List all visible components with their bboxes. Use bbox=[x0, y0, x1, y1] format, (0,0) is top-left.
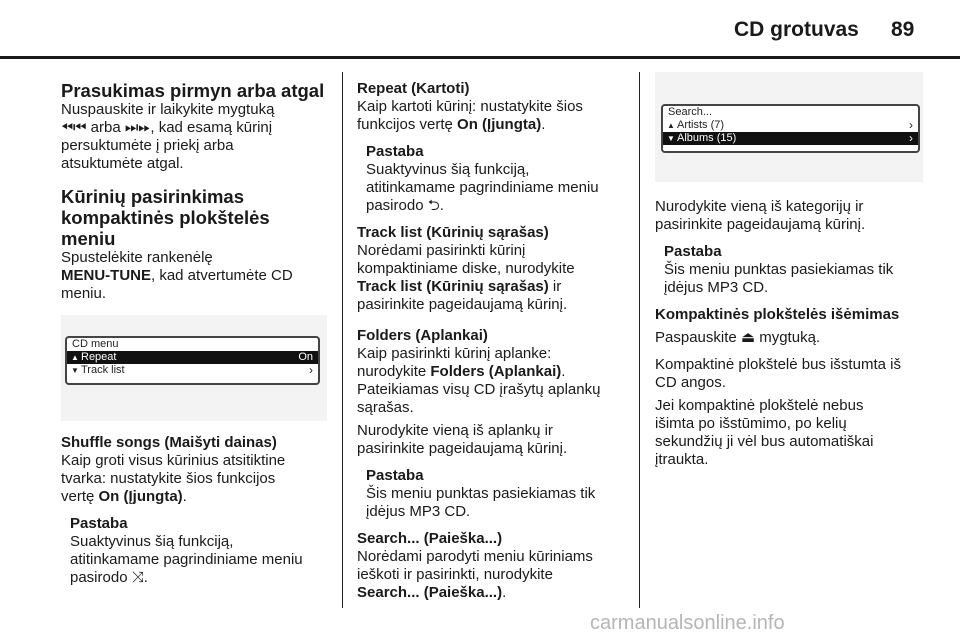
heading-cd-menu: Kūrinių pasirinkimas bbox=[61, 186, 244, 207]
column-1 bbox=[61, 80, 327, 587]
note-box bbox=[357, 143, 631, 215]
menu-row-label: Track list bbox=[81, 364, 125, 376]
search-menu-screenshot bbox=[655, 72, 923, 182]
page-header-title: CD grotuvas bbox=[734, 18, 859, 41]
note-line: Šis meniu punktas pasiekiamas tik bbox=[366, 485, 596, 502]
page-number: 89 bbox=[891, 18, 915, 41]
note-line: pasirodo ⤨. bbox=[70, 569, 148, 586]
heading-fast-forward: Prasukimas pirmyn arba atgal bbox=[61, 80, 325, 101]
menu-row-repeat bbox=[67, 351, 318, 364]
paragraph-line bbox=[61, 267, 327, 285]
note-title: Pastaba bbox=[70, 515, 128, 532]
chevron-right-icon: › bbox=[309, 363, 313, 377]
search-menu-display bbox=[661, 104, 920, 153]
folders-label: Folders (Aplankai) bbox=[430, 363, 562, 380]
paragraph-line: Norėdami pasirinkti kūrinį bbox=[357, 242, 526, 259]
paragraph-line: Nurodykite vieną iš aplankų ir bbox=[357, 422, 553, 439]
text-run: . bbox=[561, 363, 566, 380]
paragraph-line: ⏪︎⏮︎ arba ⏭︎⏩︎, kad esamą kūrinį bbox=[61, 119, 273, 136]
paragraph-line: pasirinkite pageidaujamą kūrinį. bbox=[357, 440, 568, 457]
paragraph-line: meniu. bbox=[61, 285, 107, 302]
text-run: nurodykite bbox=[357, 363, 431, 380]
menu-row-track-list bbox=[67, 364, 318, 377]
paragraph-line bbox=[357, 584, 631, 602]
paragraph-line: pasirinkite pageidaujamą kūrinį. bbox=[655, 216, 866, 233]
text-run: . bbox=[182, 488, 187, 505]
text-run: , kad atvertumėte CD bbox=[151, 267, 293, 284]
on-label: On (Įjungta) bbox=[98, 488, 183, 505]
note-line: Šis meniu punktas pasiekiamas tik bbox=[664, 261, 894, 278]
text-run: funkcijos vertę bbox=[357, 116, 458, 133]
text-run: ir bbox=[548, 278, 562, 295]
paragraph-line: atsuktumėte atgal. bbox=[61, 155, 184, 172]
paragraph-line bbox=[357, 116, 631, 134]
paragraph-line: Kaip groti visus kūrinius atsitiktine bbox=[61, 452, 286, 469]
cd-menu-display bbox=[65, 336, 320, 385]
heading-repeat: Repeat (Kartoti) bbox=[357, 80, 470, 97]
search-label: Search... (Paieška...) bbox=[357, 584, 503, 601]
paragraph-line: kompaktiniame diske, nurodykite bbox=[357, 260, 575, 277]
paragraph-line: tvarka: nustatykite šios funkcijos bbox=[61, 470, 276, 487]
note-line: Suaktyvinus šią funkciją, bbox=[366, 161, 530, 178]
up-arrow-icon: ▲ bbox=[667, 121, 675, 130]
note-box bbox=[357, 467, 631, 521]
note-line: atitinkamame pagrindiniame meniu bbox=[70, 551, 303, 568]
paragraph-line: sąrašas. bbox=[357, 399, 414, 416]
menu-row-label: Artists (7) bbox=[677, 119, 725, 131]
note-line: įdėjus MP3 CD. bbox=[664, 279, 769, 296]
paragraph-line: pasirinkite pageidaujamą kūrinį. bbox=[357, 296, 568, 313]
chevron-right-icon: › bbox=[909, 131, 913, 145]
note-title: Pastaba bbox=[366, 467, 424, 484]
note-box bbox=[655, 243, 923, 297]
header-rule bbox=[0, 56, 960, 59]
watermark: carmanualsonline.info bbox=[590, 612, 785, 634]
on-label: On (Įjungta) bbox=[457, 116, 542, 133]
paragraph-line: persuktumėte į priekį arba bbox=[61, 137, 234, 154]
display-title: CD menu bbox=[72, 338, 119, 350]
heading-track-list: Track list (Kūrinių sąrašas) bbox=[357, 224, 549, 241]
paragraph-line: sekundžių ji vėl bus automatiškai bbox=[655, 433, 874, 450]
note-line: atitinkamame pagrindiniame meniu bbox=[366, 179, 599, 196]
paragraph-line: Kompaktinė plokštelė bus išstumta iš bbox=[655, 356, 901, 373]
heading-cd-menu-cont: kompaktinės plokštelės meniu bbox=[61, 207, 270, 249]
heading-search: Search... (Paieška...) bbox=[357, 530, 503, 547]
paragraph-line: Kaip pasirinkti kūrinį aplanke: bbox=[357, 345, 552, 362]
text-run: . bbox=[502, 584, 507, 601]
heading-shuffle: Shuffle songs (Maišyti dainas) bbox=[61, 434, 277, 451]
menu-row-artists bbox=[663, 119, 918, 132]
menu-tune-label: MENU-TUNE bbox=[61, 267, 151, 284]
paragraph-line: Nurodykite vieną iš kategorijų ir bbox=[655, 198, 864, 215]
note-box bbox=[61, 515, 327, 587]
paragraph-line: Paspauskite ⏏︎ mygtuką. bbox=[655, 329, 821, 346]
paragraph-line: Nuspauskite ir laikykite mygtuką bbox=[61, 101, 275, 118]
up-arrow-icon: ▲ bbox=[71, 353, 79, 362]
menu-row-label: Albums (15) bbox=[677, 132, 737, 144]
menu-row-label: Repeat bbox=[81, 351, 117, 363]
paragraph-line: Jei kompaktinė plokštelė nebus bbox=[655, 397, 864, 414]
paragraph-line: Pateikiamas visų CD įrašytų aplankų bbox=[357, 381, 601, 398]
note-line: pasirodo ⮌. bbox=[366, 197, 444, 214]
note-line: įdėjus MP3 CD. bbox=[366, 503, 471, 520]
track-list-label: Track list (Kūrinių sąrašas) bbox=[357, 278, 549, 295]
cd-menu-screenshot bbox=[61, 315, 327, 421]
chevron-right-icon: › bbox=[909, 118, 913, 132]
menu-row-value: On bbox=[298, 351, 313, 363]
paragraph-line: CD angos. bbox=[655, 374, 726, 391]
down-arrow-icon: ▼ bbox=[667, 134, 675, 143]
column-3 bbox=[655, 72, 923, 469]
note-title: Pastaba bbox=[664, 243, 722, 260]
display-title: Search... bbox=[668, 106, 713, 118]
note-title: Pastaba bbox=[366, 143, 424, 160]
heading-folders: Folders (Aplankai) bbox=[357, 327, 488, 344]
column-divider-1 bbox=[342, 72, 343, 608]
text-run: . bbox=[541, 116, 546, 133]
note-line: Suaktyvinus šią funkciją, bbox=[70, 533, 234, 550]
heading-eject: Kompaktinės plokštelės išėmimas bbox=[655, 306, 900, 323]
paragraph-line bbox=[357, 363, 631, 381]
menu-row-albums bbox=[663, 132, 918, 145]
column-divider-2 bbox=[639, 72, 640, 608]
paragraph-line: ieškoti ir pasirinkti, nurodykite bbox=[357, 566, 553, 583]
column-2 bbox=[357, 80, 631, 602]
paragraph-line: Spustelėkite rankenėlę bbox=[61, 249, 213, 266]
paragraph-line: išimta po išstūmimo, po kelių bbox=[655, 415, 847, 432]
down-arrow-icon: ▼ bbox=[71, 366, 79, 375]
paragraph-line: įtraukta. bbox=[655, 451, 709, 468]
paragraph-line: Norėdami parodyti meniu kūriniams bbox=[357, 548, 593, 565]
text-run: vertę bbox=[61, 488, 99, 505]
paragraph-line bbox=[61, 488, 327, 506]
paragraph-line bbox=[357, 278, 631, 296]
paragraph-line: Kaip kartoti kūrinį: nustatykite šios bbox=[357, 98, 583, 115]
